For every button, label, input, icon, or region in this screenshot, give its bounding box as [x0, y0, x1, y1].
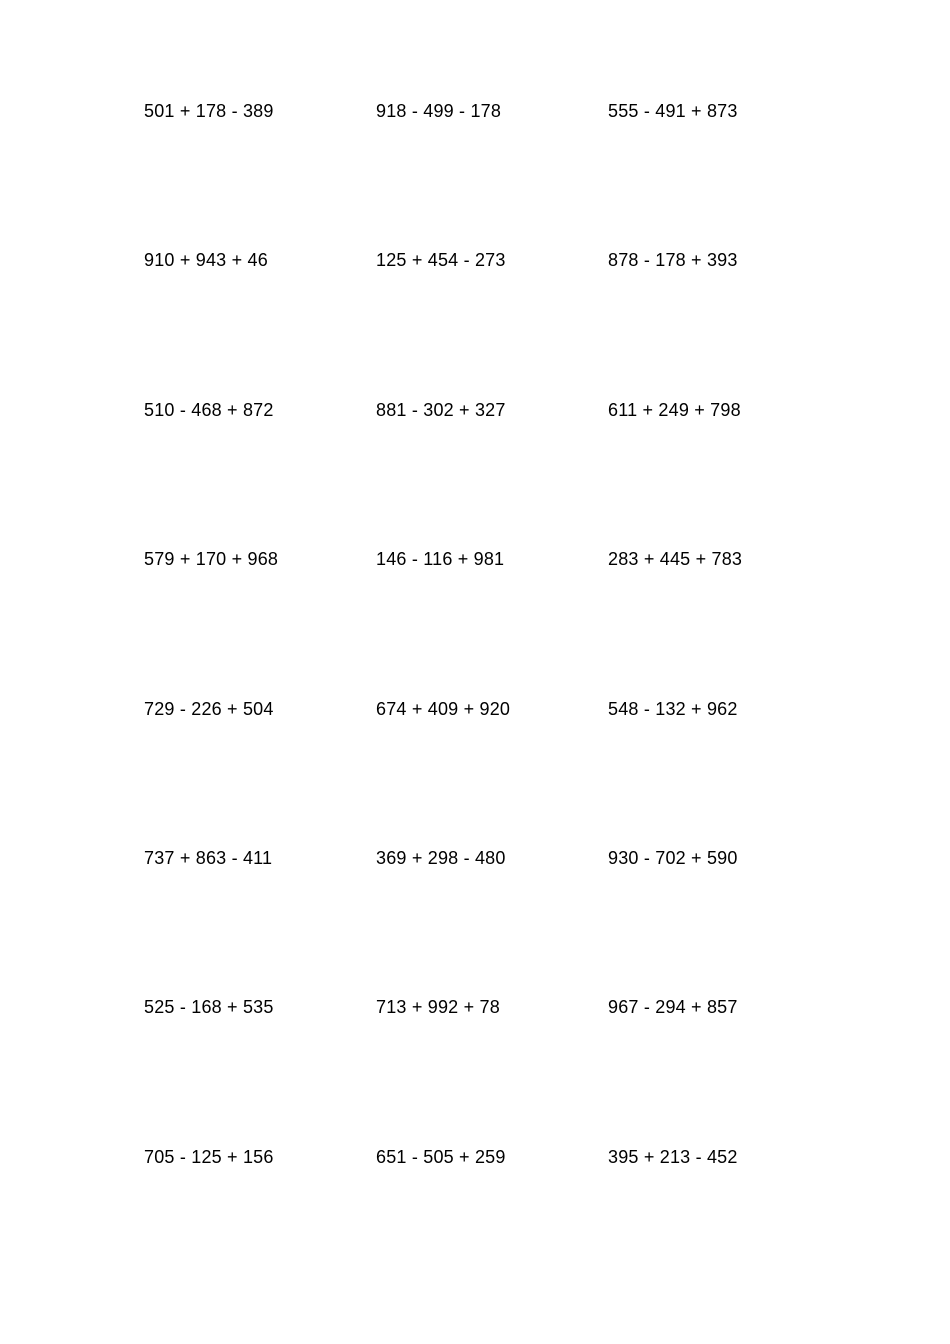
- problem-item: 579 + 170 + 968: [144, 549, 279, 570]
- problem-item: 729 - 226 + 504: [144, 698, 274, 719]
- problem-grid: [144, 99, 844, 1294]
- problem-item: 881 - 302 + 327: [376, 399, 506, 420]
- problem-item: 510 - 468 + 872: [144, 399, 274, 420]
- problem-item: 930 - 702 + 590: [608, 847, 738, 868]
- problem-item: 555 - 491 + 873: [608, 101, 738, 121]
- problem-item: 369 + 298 - 480: [376, 847, 506, 868]
- problem-item: 525 - 168 + 535: [144, 997, 274, 1018]
- problem-item: 548 - 132 + 962: [608, 698, 738, 719]
- problem-item: 967 - 294 + 857: [608, 997, 738, 1018]
- problem-item: 651 - 505 + 259: [376, 1146, 506, 1167]
- problem-item: 737 + 863 - 411: [144, 847, 273, 868]
- problem-item: 395 + 213 - 452: [608, 1146, 738, 1167]
- problem-item: 878 - 178 + 393: [608, 250, 738, 271]
- problem-item: 146 - 116 + 981: [376, 549, 505, 570]
- problem-item: 611 + 249 + 798: [608, 399, 741, 420]
- problem-item: 910 + 943 + 46: [144, 250, 268, 271]
- problem-item: 674 + 409 + 920: [376, 698, 511, 719]
- problem-item: 501 + 178 - 389: [144, 101, 274, 121]
- problem-item: 918 - 499 - 178: [376, 101, 502, 121]
- problem-item: 705 - 125 + 156: [144, 1146, 274, 1167]
- problem-item: 713 + 992 + 78: [376, 997, 500, 1018]
- problem-item: 125 + 454 - 273: [376, 250, 506, 271]
- problem-item: 283 + 445 + 783: [608, 549, 743, 570]
